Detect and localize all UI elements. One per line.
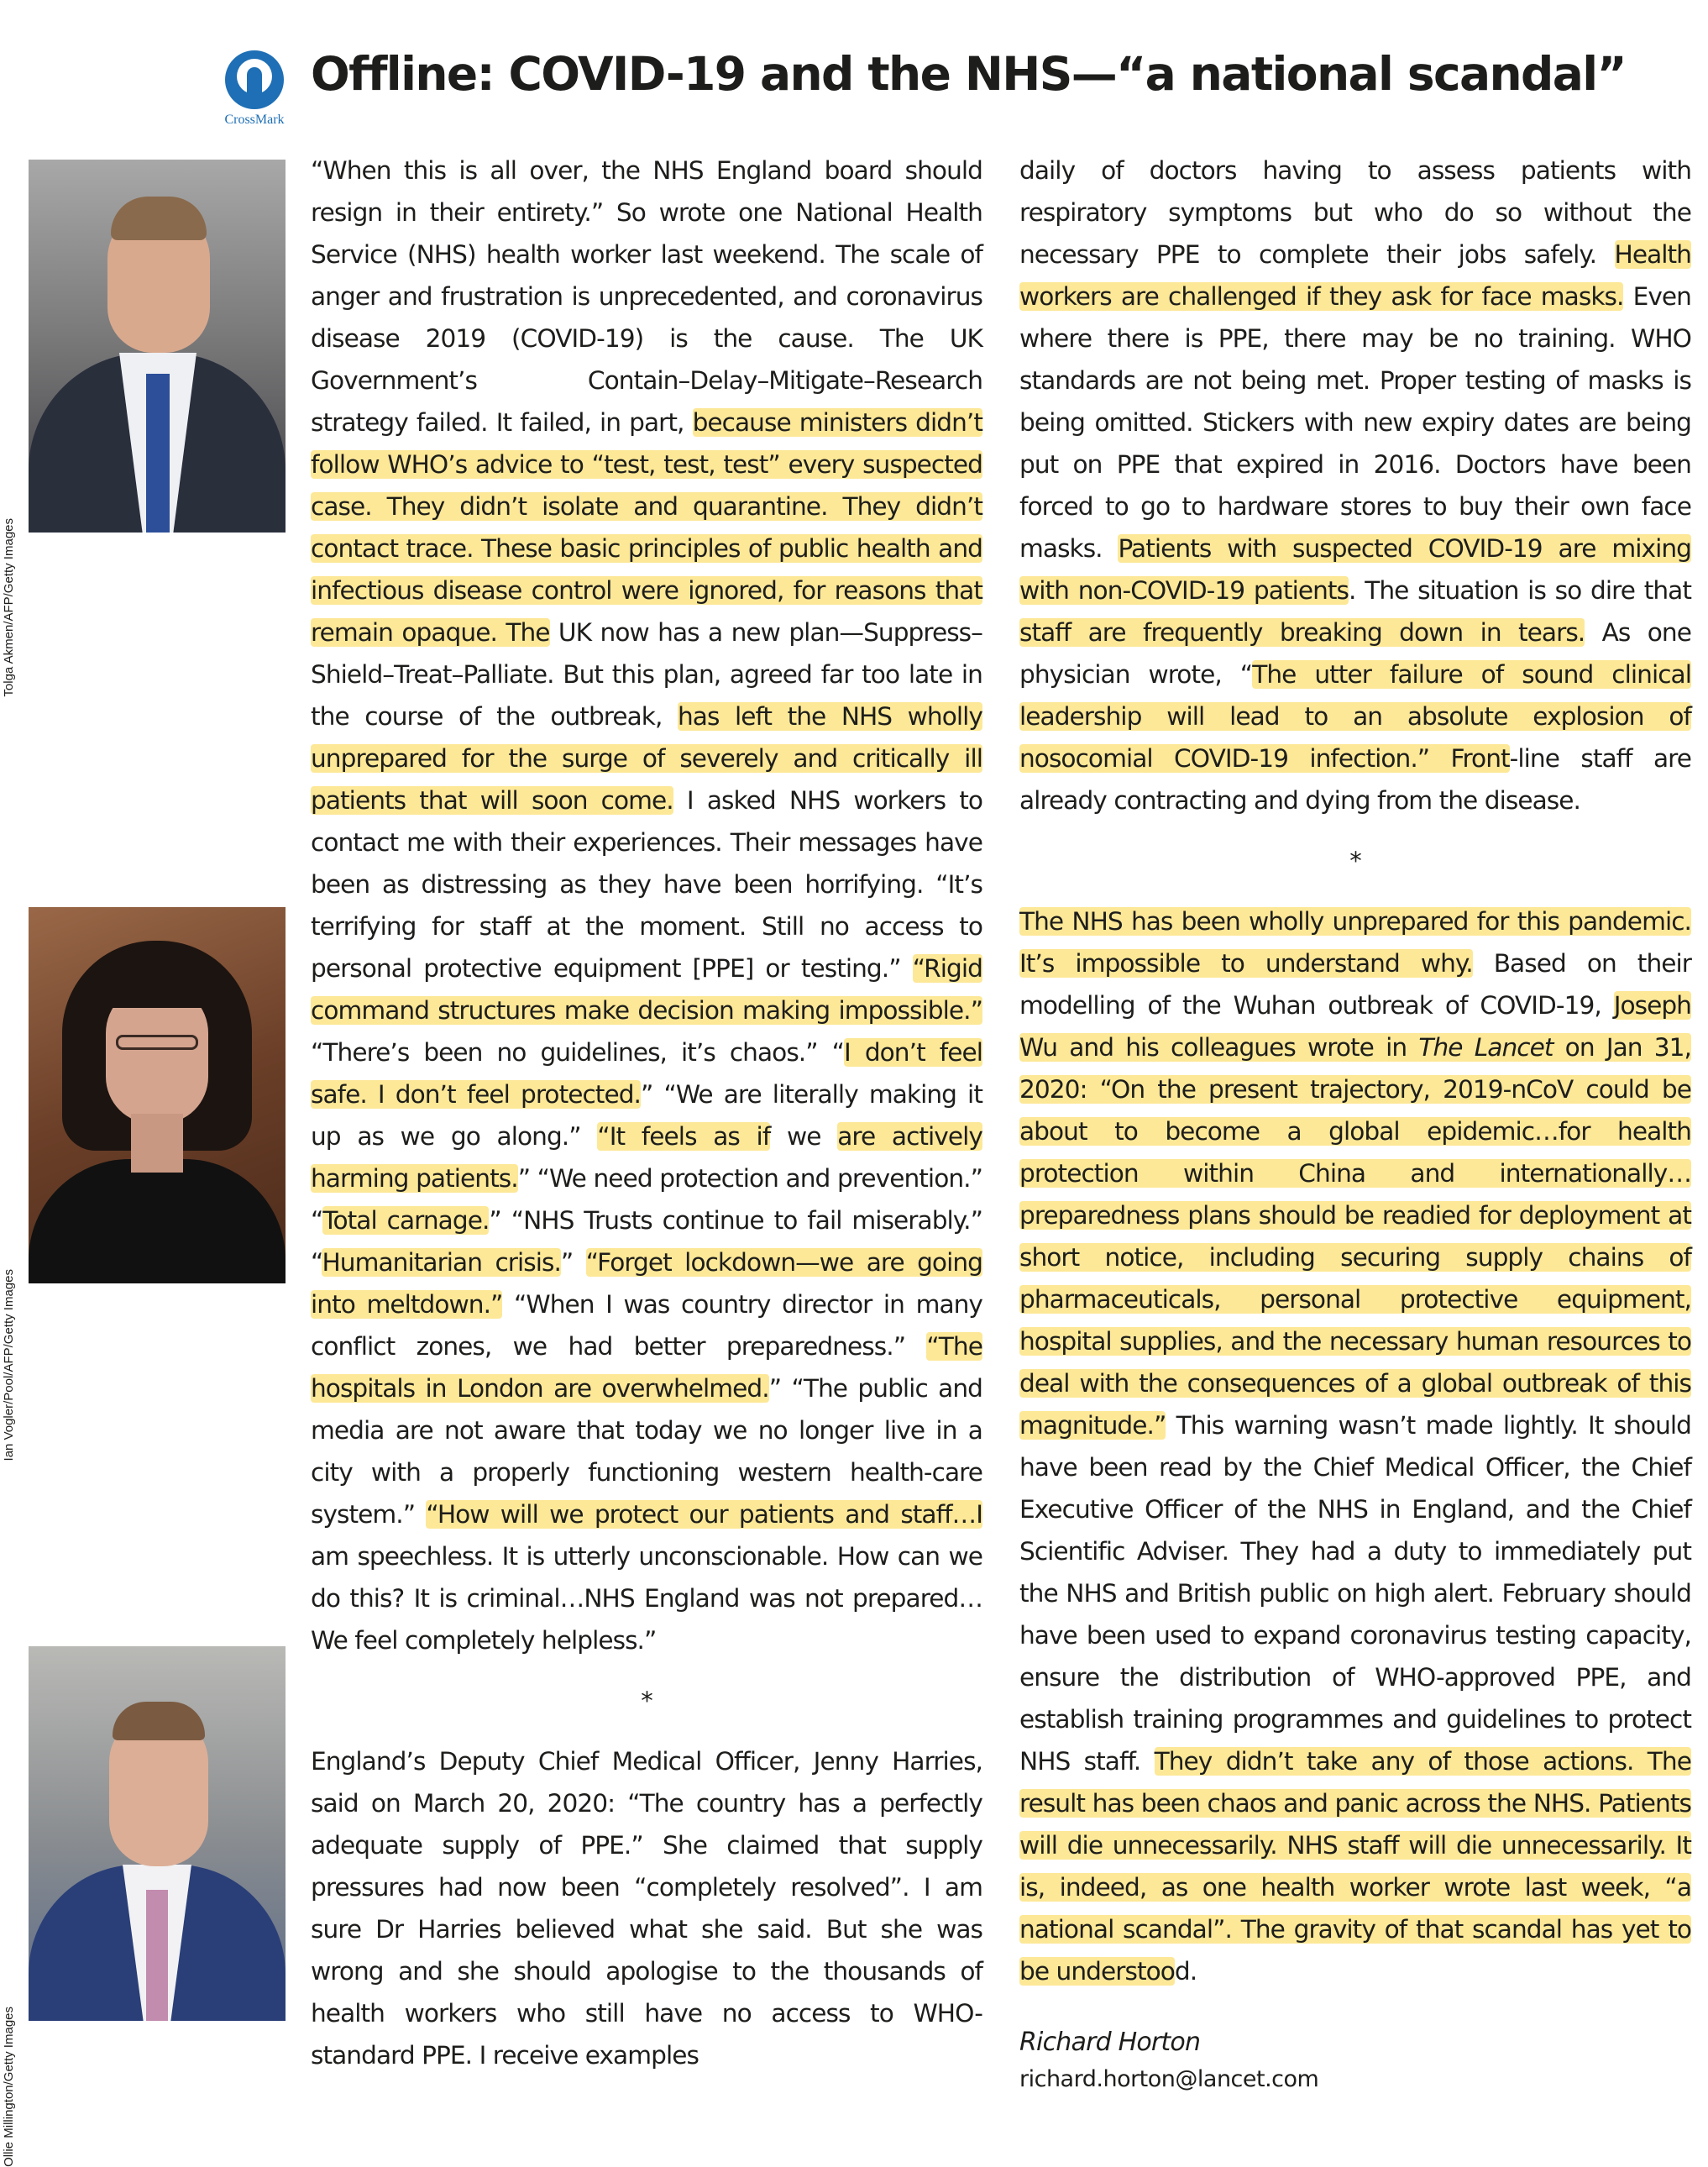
- highlight: “The hospitals in London are overwhelmed.: [311, 1332, 982, 1403]
- section-separator: *: [1349, 847, 1361, 875]
- author-email[interactable]: richard.horton@lancet.com: [1019, 2066, 1319, 2092]
- paragraph: The NHS has been wholly unprepared for this pandemic. It’s impossible to understand why. Based on their modelling of the Wuhan outbreak of COVID-19, Joseph Wu and his colleagues wrote in The Lancet on Jan 31, 2020: “On the present trajectory, 2019-nCoV could be about to become a global epidemic…for health protection within China and internationally… preparedness plans should be readied for deployment at short notice, including securing supply chains of pharmaceuticals, personal protective equipment, hospital supplies, and the necessary human resources to deal with the consequences of a global outbreak of this magnitude.” This warning wasn’t made lightly. It should have been read by the Chief Medical Officer, the Chief Executive Officer of the NHS in England, and the Chief Scientific Adviser. They had a duty to immediately put the NHS and British public on high alert. February should have been used to expand coronavirus testing capacity, ensure the distribution of WHO-approved PPE, and establish training programmes and guidelines to protect NHS staff. They didn’t take any of those actions. The result has been chaos and panic across the NHS. Patients will die unnecessarily. NHS staff will die unnecessarily. It is, indeed, as one health worker wrote last week, “a national scandal”. The gravity of that scandal has yet to be understood.: [1019, 907, 1692, 1986]
- article-title: Offline: COVID-19 and the NHS—“a national scandal”: [311, 47, 1627, 101]
- highlight: “How will we protect our patients and staff…I: [426, 1500, 982, 1529]
- highlight: Health workers are challenged if they ask for face masks.: [1019, 240, 1691, 311]
- article-column-left: [311, 150, 982, 2076]
- article-column-right: [1019, 150, 1691, 2096]
- highlight: They didn’t take any of those actions. The result has been chaos and panic across the NHS. Patients will die unnecessarily. NHS staff will die unnecessarily. It is, indeed, as one health worker wrote last week, “a national scandal”. The gravity of that scandal has yet to be understoo: [1019, 1747, 1691, 1986]
- highlight: Total carnage.: [322, 1206, 490, 1235]
- highlight: The NHS has been wholly unprepared for this pandemic. It’s impossible to understand why.: [1019, 907, 1691, 978]
- highlight: Patients with suspected COVID-19 are mixing with non-COVID-19 patients: [1019, 534, 1691, 605]
- photo-credit-1: Tolga Akmen/AFP/Getty Images: [2, 518, 16, 697]
- crossmark-icon: [225, 50, 284, 109]
- highlight: “It feels as if: [597, 1122, 771, 1151]
- highlight: Humanitarian crisis.: [322, 1248, 561, 1277]
- journal-name: The Lancet: [1418, 1033, 1553, 1062]
- highlight: are actively harming patients.: [311, 1122, 982, 1193]
- highlight: has left the NHS wholly unprepared for the surge of severely and critically ill patients that will soon come.: [311, 702, 982, 815]
- author-name: Richard Horton: [1019, 2028, 1201, 2057]
- portrait-photo-3: [29, 1646, 286, 2021]
- photo-credit-2: Ian Vogler/Pool/AFP/Getty Images: [2, 1269, 16, 1461]
- highlight: because ministers didn’t follow WHO’s advice to “test, test, test” every suspected case. They didn’t isolate and quarantine. They didn’t contact trace. These basic principles of public health and infectious disease control were ignored, for reasons that remain opaque. The: [311, 408, 982, 647]
- section-separator: *: [641, 1687, 652, 1715]
- crossmark-label: CrossMark: [224, 113, 285, 127]
- highlight: “Forget lockdown—we are going into meltdown.”: [311, 1248, 983, 1319]
- paragraph: England’s Deputy Chief Medical Officer, Jenny Harries, said on March 20, 2020: “The country has a perfectly adequate supply of PPE.” She claimed that supply pressures had now been “completely resolved”. I am sure Dr Harries believed what she said. But she was wrong and she should apologise to the thousands of health workers who still have no access to WHO-standard PPE. I receive examples: [311, 1747, 982, 2070]
- portrait-photo-1: [29, 160, 286, 533]
- highlight: “Rigid command structures make decision making impossible.”: [311, 954, 982, 1025]
- crossmark-badge[interactable]: [217, 50, 292, 131]
- photo-credit-3: Ollie Millington/Getty Images: [2, 2007, 16, 2167]
- paragraph: daily of doctors having to assess patients with respiratory symptoms but who do so without the necessary PPE to complete their jobs safely. Health workers are challenged if they ask for face masks. Even where there is PPE, there may be no training. WHO standards are not being met. Proper testing of masks is being omitted. Stickers with new expiry dates are being put on PPE that expired in 2016. Doctors have been forced to go to hardware stores to buy their own face masks. Patients with suspected COVID-19 are mixing with non-COVID-19 patients. The situation is so dire that staff are frequently breaking down in tears. As one physician wrote, “The utter failure of sound clinical leadership will lead to an absolute explosion of nosocomial COVID-19 infection.” Front-line staff are already contracting and dying from the disease.: [1019, 156, 1692, 815]
- paragraph: “When this is all over, the NHS England board should resign in their entirety.” So wrote one National Health Service (NHS) health worker last weekend. The scale of anger and frustration is unprecedented, and coronavirus disease 2019 (COVID-19) is the cause. The UK Government’s Contain–Delay–Mitigate–Research strategy failed. It failed, in part, because ministers didn’t follow WHO’s advice to “test, test, test” every suspected case. They didn’t isolate and quarantine. They didn’t contact trace. These basic principles of public health and infectious disease control were ignored, for reasons that remain opaque. The UK now has a new plan—Suppress–Shield–Treat–Palliate. But this plan, agreed far too late in the course of the outbreak, has left the NHS wholly unprepared for the surge of severely and critically ill patients that will soon come. I asked NHS workers to contact me with their experiences. Their messages have been as distressing as they have been horrifying. “It’s terrifying for staff at the moment. Still no access to personal protective equipment [PPE] or testing.” “Rigid command structures make decision making impossible.” “There’s been no guidelines, it’s chaos.” “I don’t feel safe. I don’t feel protected.” “We are literally making it up as we go along.” “It feels as if we are actively harming patients.” “We need protection and prevention.” “Total carnage.” “NHS Trusts continue to fail miserably.” “Humanitarian crisis.” “Forget lockdown—we are going into meltdown.” “When I was country director in many conflict zones, we had better preparedness.” “The hospitals in London are overwhelmed.” “The public and media are not aware that today we no longer live in a city with a properly functioning western health-care system.” “How will we protect our patients and staff…I am speechless. It is utterly unconscionable. How can we do this? It is criminal…NHS England was not prepared… We feel completely helpless.”: [311, 156, 983, 1655]
- highlight: Joseph Wu and his colleagues wrote in The Lancet on Jan 31, 2020: “On the present trajectory, 2019-nCoV could be about to become a global epidemic…for health protection within China and internationally… preparedness plans should be readied for deployment at short notice, including securing supply chains of pharmaceuticals, personal protective equipment, hospital supplies, and the necessary human resources to deal with the consequences of a global outbreak of this magnitude.”: [1019, 991, 1691, 1440]
- portrait-photo-2: [29, 907, 286, 1283]
- highlight: I don’t feel safe. I don’t feel protected.: [311, 1038, 982, 1109]
- highlight: staff are frequently breaking down in tears.: [1019, 618, 1585, 647]
- highlight: The utter failure of sound clinical leadership will lead to an absolute explosion of nosocomial COVID-19 infection.” Front: [1019, 660, 1692, 773]
